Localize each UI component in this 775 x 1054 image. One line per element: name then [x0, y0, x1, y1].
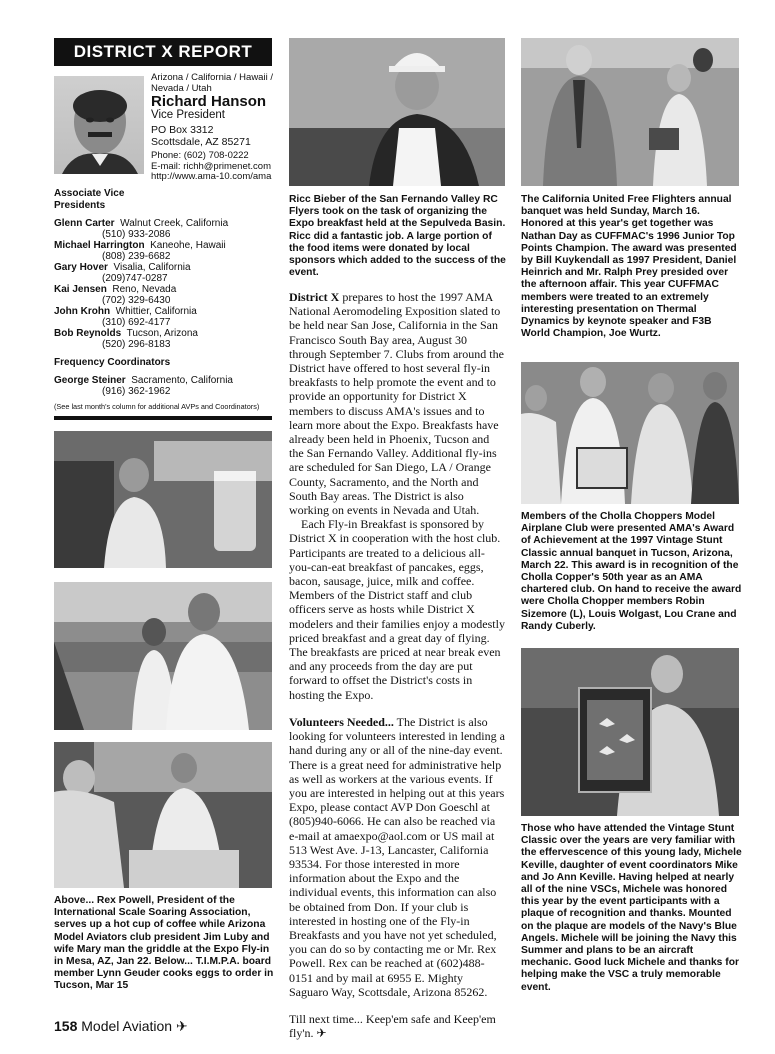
photo-bieber-drawing [289, 38, 505, 186]
vp-contact [151, 151, 271, 183]
associate-entry [54, 284, 176, 306]
associate-city: Visalia, California [113, 262, 191, 273]
district-states [151, 72, 276, 94]
caption-left-bottom: Above... Rex Powell, President of the International Scale Soaring Association, serves up a hot cup of coffee while Arizona Model Aviators club president Jim Luby and wife Mary man the griddle at the Expo Fly-in in Mesa, AZ, Jan 22. Below... T.I.M.P.A. board member Lynn Geuder cooks eggs to order in Tucson, Mar 15 [54, 895, 274, 992]
vp-email[interactable]: E-mail: richh@primenet.com [151, 160, 271, 172]
vp-address [151, 124, 251, 148]
associate-entry [54, 306, 197, 328]
associate-entry [54, 262, 191, 284]
address-line-1: PO Box 3312 [151, 124, 214, 136]
associate-name: Michael Harrington [54, 240, 145, 251]
associate-phone: (808) 239-6682 [102, 251, 171, 262]
photo-ricc-bieber [289, 38, 505, 186]
article-lead-district: District X [289, 290, 340, 304]
associate-city: Tucson, Arizona [126, 328, 198, 339]
coordinator-name: George Steiner [54, 375, 126, 386]
coordinator-entry [54, 375, 233, 397]
associate-name: Glenn Carter [54, 218, 115, 229]
caption-right-top: The California United Free Flighters annual banquet was held Sunday, March 16. Honored at this year's get together was Nathan Day as CUFFMAC's 1996 Junior Top Points Champion. The award was presented by Bill Kuykendall as 1997 President, Daniel Heinrich and Mr. Ralph Prey presided over the afternoon affair. This year CUFFMAC members were treated to an extremely interesting presentation on Thermal Dynamics by keynote speaker and F3B World Champion, Joe Wurtz. [521, 194, 737, 340]
associate-city: Kaneohe, Hawaii [150, 240, 226, 251]
associate-entry [54, 218, 228, 240]
article-lead-volunteers: Volunteers Needed... [289, 714, 394, 729]
states-line-1: Arizona / California / Hawaii / [151, 72, 273, 83]
associate-entry [54, 240, 226, 262]
vp-phone: Phone: (602) 708-0222 [151, 150, 249, 161]
associate-phone: (702) 329-6430 [102, 295, 171, 306]
photo-jim-mary-luby-griddle [54, 582, 272, 730]
magazine-name: Model Aviation [81, 1018, 173, 1034]
photo-rex-powell-coffee [54, 431, 272, 568]
associate-phone: (310) 692-4177 [102, 317, 171, 328]
associate-city: Walnut Creek, California [120, 218, 229, 229]
associate-entry [54, 328, 198, 350]
associate-phone: (520) 296-8183 [102, 339, 171, 350]
article-p1-text: prepares to host the 1997 AMA National Aeromodeling Exposition slated to be held near San Jose, California in the San Francisco South Bay area, August 30 through September 7. Clubs from around the District have offered to host several fly-in breakfasts to help promote the event and to provide an opportunity for District X members to discuss AMA's issues and to learn more about the Expo. Breakfasts have already been held in Phoenix, Tucson and the San Fernando Valley. Additional fly-ins are scheduled for San Diego, LA / Orange County, Sacramento, and the North and South Bay areas. The District is also working on events in Nevada and Utah. [289, 290, 504, 518]
article-paragraph-2: Each Fly-in Breakfast is sponsored by District X in cooperation with the host club. Participants are treated to a delicious all-you-can-eat breakfast of pancakes, eggs, bacon, sausage, juice, milk and coffee. Members of the District staff and club officers serve as hosts while District X modelers and their families enjoy a modestly priced breakfast and a great day of flying. The breakfasts are priced at near break even and any proceeds from the day are put forward to offset the District's costs in hosting the Expo. [289, 517, 505, 702]
article-paragraph-1 [289, 290, 505, 517]
photo-keville-drawing [521, 648, 739, 816]
caption-mid-top: Ricc Bieber of the San Fernando Valley RC Flyers took on the task of organizing the Expo breakfast held at the Sepulveda Basin. Ricc did a fantastic job. A large portion of the food items were donated by local sponsors which added to the success of the event. [289, 194, 506, 279]
airplane-icon: ✈ [175, 1018, 188, 1034]
article-body [289, 290, 505, 1040]
vp-name: Richard Hanson [151, 93, 267, 110]
photo-geuder-drawing [54, 742, 272, 888]
frequency-heading: Frequency Coordinators [54, 357, 171, 368]
associate-name: Kai Jensen [54, 284, 107, 295]
vp-title: Vice President [151, 109, 225, 121]
column-banner: DISTRICT X REPORT [54, 38, 272, 66]
photo-luby-drawing [54, 582, 272, 730]
article-paragraph-3 [289, 715, 505, 999]
associate-city: Whittier, California [115, 306, 197, 317]
associate-phone: (510) 933-2086 [102, 229, 171, 240]
article-sign-off: Till next time... Keep'em safe and Keep'em fly'n. ✈ [289, 1011, 496, 1041]
photo-cuffmac-banquet [521, 38, 739, 186]
page-number: 158 [54, 1018, 78, 1034]
photo-rex-powell-drawing [54, 431, 272, 568]
associate-name: Bob Reynolds [54, 328, 122, 339]
photo-michele-keville-plaque [521, 648, 739, 816]
coordinator-phone: (916) 362-1962 [102, 386, 171, 397]
coordinator-city: Sacramento, California [131, 375, 233, 386]
photo-cholla-choppers-award [521, 362, 739, 504]
associates-heading [54, 188, 124, 212]
associates-heading-line-1: Associate Vice [54, 188, 125, 199]
article-p3-text: The District is also looking for volunteers interested in lending a hand during any or all of the nine-day event. There is a great need for administrative help as well as workers at the various events. If you are interested in helping out at this years Expo, please contact AVP Don Goeschl at (805)940-6066. He can also be reached via e-mail at amaexpo@aol.com or US mail at 513 West Ave. J-13, Lancaster, California 93534. For those interested in more information about the Expo and the individual events, this information can also be obtained from Don. If your club is interested in hosting one of the Fly-in Breakfasts and you have not yet scheduled, you can do so by contacting me or Mr. Rex Powell. Rex can be reached at (602)488-0151 and by mail at 6955 E. Mighty Saguaro Way, Scottsdale, Arizona 85262. [289, 714, 505, 999]
associates-heading-line-2: Presidents [54, 200, 106, 211]
portrait-photo [54, 76, 144, 174]
page-footer [54, 1018, 188, 1035]
caption-right-mid: Members of the Cholla Choppers Model Airplane Club were presented AMA's Award of Achievement at the 1997 Vintage Stunt Classic annual banquet in Tucson, Arizona, March 22. This award is in recognition of the Cholla Copper's 50th year as an AMA chartered club. On hand to receive the award were Cholla Chopper members Robin Sizemore (L), Louis Wolgast, Lou Crane and Randy Cuberly. [521, 511, 742, 632]
associate-phone: (209)747-0287 [102, 273, 168, 284]
see-last-month-note: (See last month's column for additional AVPs and Coordinators) [54, 402, 260, 411]
photo-cholla-drawing [521, 362, 739, 504]
photo-cuffmac-drawing [521, 38, 739, 186]
associate-name: John Krohn [54, 306, 111, 317]
portrait-drawing [54, 76, 144, 174]
section-divider [54, 416, 272, 420]
address-line-2: Scottsdale, AZ 85271 [151, 136, 251, 148]
vp-website[interactable]: http://www.ama-10.com/ama [151, 171, 272, 182]
photo-lynn-geuder-eggs [54, 742, 272, 888]
caption-right-bottom: Those who have attended the Vintage Stunt Classic over the years are very familiar with the effervescence of this young lady, Michele Keville, daughter of event coordinators Mike and Jo Ann Keville. Having helped at nearly all of the nine VSCs, Michele was honored this year by the event participants with a plaque of recognition and thanks. Mounted on the plaque are models of the Navy's Blue Angels. Michele will be joining the Navy this Summer and plans to be an aircraft mechanic. Good luck Michele and thanks for helping make the VSC a truly memorable event. [521, 823, 742, 993]
associate-city: Reno, Nevada [112, 284, 177, 295]
states-line-2: Nevada / Utah [151, 83, 212, 94]
associate-name: Gary Hover [54, 262, 108, 273]
